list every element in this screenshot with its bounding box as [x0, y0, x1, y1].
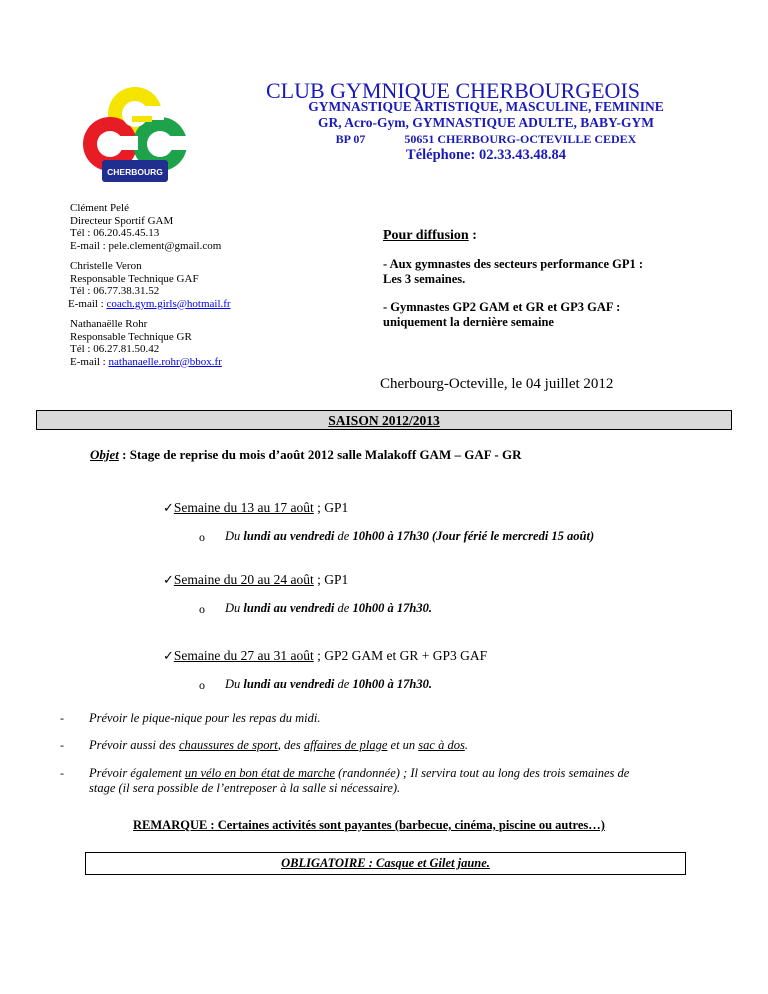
contact-phone: Tél : 06.20.45.45.13 [70, 227, 160, 239]
club-title: CLUB GYMNIQUE CHERBOURGEOIS [266, 78, 641, 103]
club-subheading [276, 99, 696, 163]
contact-email: pele.clement@gmail.com [108, 239, 222, 252]
remark-paid-activities: REMARQUE : Certaines activités sont payantes (barbecue, cinéma, piscine ou autres…) [133, 818, 605, 832]
week-1: ✓Semaine du 13 au 17 août ; GP1 [163, 500, 349, 515]
dash-bullet: - [60, 711, 64, 725]
logo-text: CHERBOURG [107, 167, 163, 177]
club-phone: Téléphone: 02.33.43.48.84 [406, 147, 566, 163]
dash-bullet: - [60, 766, 64, 780]
contact-block-gr [70, 318, 222, 368]
diffusion-title: Pour diffusion : [383, 228, 477, 243]
contact-block-gam [70, 202, 221, 252]
club-logo [80, 84, 190, 188]
disciplines-line2: GR, Acro-Gym, GYMNASTIQUE ADULTE, BABY-GYM [318, 115, 654, 130]
note-bike: Prévoir également un vélo en bon état de marche (randonnée) ; Il servira tout au long des trois semaines de stage (il sera possible de l’entreposer à la salle si nécessaire). [89, 766, 630, 795]
contact-role: Responsable Technique GAF [70, 272, 199, 285]
dash-bullet: - [60, 738, 64, 752]
postal-address: 50651 CHERBOURG-OCTEVILLE CEDEX [404, 132, 637, 146]
diffusion-item-gp1: - Aux gymnastes des secteurs performance GP1 : Les 3 semaines. [383, 257, 644, 286]
contact-email-link[interactable]: nathanaelle.rohr@bbox.fr [108, 355, 222, 368]
contact-name: Clément Pelé [70, 202, 129, 214]
subject-label: Objet [90, 447, 119, 462]
contact-email-row: E-mail : nathanaelle.rohr@bbox.fr [70, 355, 222, 368]
subject-line: Objet : Stage de reprise du mois d’août 2012 salle Malakoff GAM – GAF - GR [90, 447, 522, 462]
address-line [276, 131, 696, 147]
diffusion-item-gp2-gp3: - Gymnastes GP2 GAM et GR et GP3 GAF : uniquement la dernière semaine [383, 300, 621, 329]
date-line: Cherbourg-Octeville, le 04 juillet 2012 [380, 376, 614, 392]
contact-phone: Tél : 06.77.38.31.52 [70, 285, 160, 297]
week-1-schedule: Du lundi au vendredi de 10h00 à 17h30 (Jour férié le mercredi 15 août) [225, 529, 595, 543]
mandatory-box [85, 852, 686, 875]
check-icon: ✓ [163, 572, 174, 587]
contact-email-row: E-mail : pele.clement@gmail.com [70, 239, 222, 252]
note-equipment: Prévoir aussi des chaussures de sport, des affaires de plage et un sac à dos. [89, 738, 468, 752]
circle-bullet-icon: o [199, 678, 205, 692]
contact-email-link[interactable]: coach.gym.girls@hotmail.fr [106, 297, 231, 310]
check-icon: ✓ [163, 500, 174, 515]
contact-role: Responsable Technique GR [70, 330, 192, 343]
contact-phone: Tél : 06.27.81.50.42 [70, 343, 160, 355]
contact-block-gaf [70, 260, 231, 310]
circle-bullet-icon: o [199, 602, 205, 616]
po-box: BP 07 [335, 132, 366, 146]
week-2: ✓Semaine du 20 au 24 août ; GP1 [163, 572, 349, 587]
check-icon: ✓ [163, 648, 174, 663]
note-picnic: Prévoir le pique-nique pour les repas du midi. [89, 711, 321, 725]
contact-name: Christelle Veron [70, 260, 142, 272]
disciplines-line1: GYMNASTIQUE ARTISTIQUE, MASCULINE, FEMININE [308, 99, 664, 114]
week-3-schedule: Du lundi au vendredi de 10h00 à 17h30. [225, 677, 432, 691]
week-3: ✓Semaine du 27 au 31 août ; GP2 GAM et GR + GP3 GAF [163, 648, 488, 663]
season-banner: SAISON 2012/2013 [36, 410, 732, 430]
contact-email-row: E-mail : coach.gym.girls@hotmail.fr [68, 297, 231, 310]
mandatory-text: OBLIGATOIRE : Casque et Gilet jaune. [281, 856, 490, 870]
contact-name: Nathanaëlle Rohr [70, 318, 148, 330]
contact-role: Directeur Sportif GAM [70, 214, 174, 227]
circle-bullet-icon: o [199, 530, 205, 544]
week-2-schedule: Du lundi au vendredi de 10h00 à 17h30. [225, 601, 432, 615]
